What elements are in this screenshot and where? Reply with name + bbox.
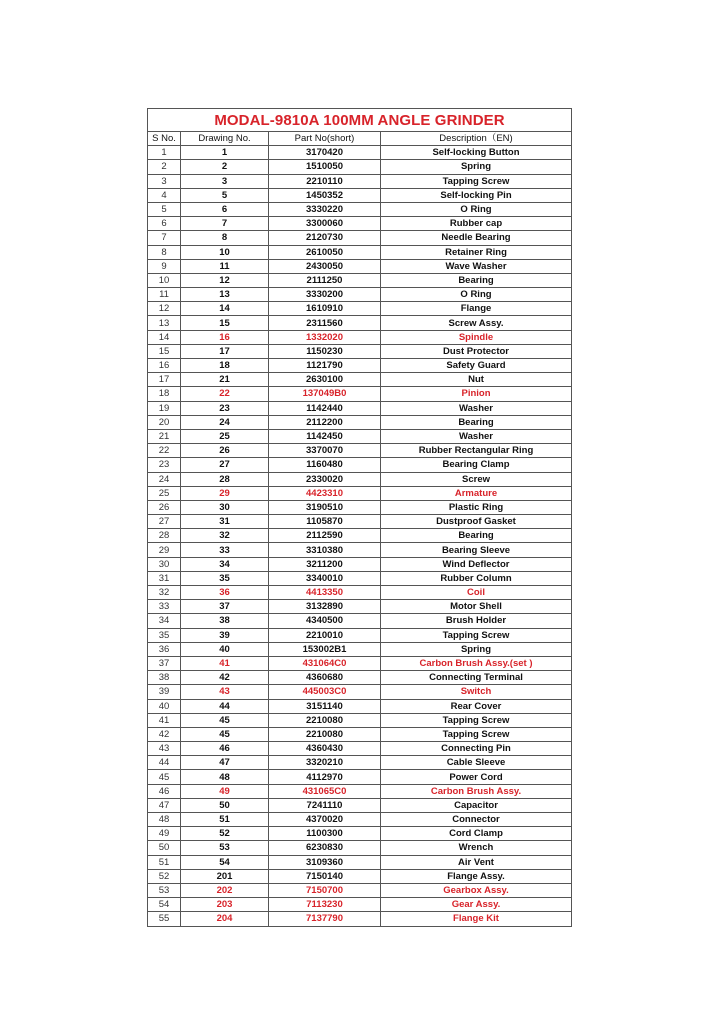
description-cell: O Ring <box>381 202 572 216</box>
s-no-cell: 33 <box>148 600 181 614</box>
part-no-cell: 3310380 <box>269 543 381 557</box>
s-no-cell: 38 <box>148 671 181 685</box>
table-row <box>148 359 572 373</box>
part-no-cell: 7113230 <box>269 898 381 912</box>
table-row <box>148 373 572 387</box>
description-cell: Screw <box>381 472 572 486</box>
table-row <box>148 827 572 841</box>
description-cell: Nut <box>381 373 572 387</box>
s-no-cell: 13 <box>148 316 181 330</box>
part-no-cell: 3370070 <box>269 444 381 458</box>
part-no-cell: 4423310 <box>269 486 381 500</box>
drawing-no-cell: 22 <box>181 387 269 401</box>
table-row <box>148 699 572 713</box>
table-row <box>148 202 572 216</box>
drawing-no-cell: 203 <box>181 898 269 912</box>
header-row <box>148 132 572 146</box>
table-row <box>148 302 572 316</box>
part-no-cell: 2610050 <box>269 245 381 259</box>
table-row <box>148 500 572 514</box>
part-no-cell: 4370020 <box>269 813 381 827</box>
description-cell: Flange Assy. <box>381 869 572 883</box>
drawing-no-cell: 50 <box>181 798 269 812</box>
description-cell: Rubber cap <box>381 217 572 231</box>
part-no-cell: 3320210 <box>269 756 381 770</box>
table-row <box>148 770 572 784</box>
table-body <box>148 146 572 926</box>
table-row <box>148 174 572 188</box>
s-no-cell: 26 <box>148 500 181 514</box>
s-no-cell: 51 <box>148 855 181 869</box>
description-cell: Rear Cover <box>381 699 572 713</box>
s-no-cell: 27 <box>148 515 181 529</box>
drawing-no-cell: 43 <box>181 685 269 699</box>
drawing-no-cell: 204 <box>181 912 269 926</box>
description-cell: Self-locking Button <box>381 146 572 160</box>
drawing-no-cell: 39 <box>181 628 269 642</box>
drawing-no-cell: 202 <box>181 883 269 897</box>
drawing-no-cell: 30 <box>181 500 269 514</box>
s-no-cell: 1 <box>148 146 181 160</box>
description-cell: Screw Assy. <box>381 316 572 330</box>
description-cell: Dustproof Gasket <box>381 515 572 529</box>
description-cell: Rubber Column <box>381 571 572 585</box>
part-no-cell: 2210080 <box>269 727 381 741</box>
table-title: MODAL-9810A 100MM ANGLE GRINDER <box>148 109 572 132</box>
drawing-no-cell: 24 <box>181 415 269 429</box>
description-cell: Self-locking Pin <box>381 188 572 202</box>
description-cell: Power Cord <box>381 770 572 784</box>
drawing-no-cell: 54 <box>181 855 269 869</box>
description-cell: Switch <box>381 685 572 699</box>
table-row <box>148 401 572 415</box>
part-no-cell: 3211200 <box>269 557 381 571</box>
drawing-no-cell: 37 <box>181 600 269 614</box>
table-row <box>148 912 572 926</box>
table-row <box>148 869 572 883</box>
description-cell: Flange Kit <box>381 912 572 926</box>
s-no-cell: 43 <box>148 742 181 756</box>
table-row <box>148 671 572 685</box>
table-row <box>148 486 572 500</box>
table-row <box>148 472 572 486</box>
part-no-cell: 431064C0 <box>269 656 381 670</box>
description-cell: Connecting Terminal <box>381 671 572 685</box>
table-row <box>148 841 572 855</box>
table-row <box>148 444 572 458</box>
part-no-cell: 137049B0 <box>269 387 381 401</box>
description-cell: Washer <box>381 401 572 415</box>
table-row <box>148 628 572 642</box>
drawing-no-cell: 47 <box>181 756 269 770</box>
s-no-cell: 45 <box>148 770 181 784</box>
s-no-cell: 9 <box>148 259 181 273</box>
part-no-cell: 4112970 <box>269 770 381 784</box>
table-row <box>148 586 572 600</box>
s-no-cell: 44 <box>148 756 181 770</box>
part-no-cell: 1450352 <box>269 188 381 202</box>
drawing-no-cell: 40 <box>181 642 269 656</box>
table-row <box>148 600 572 614</box>
part-no-cell: 3330220 <box>269 202 381 216</box>
table-row <box>148 543 572 557</box>
description-cell: Air Vent <box>381 855 572 869</box>
s-no-cell: 8 <box>148 245 181 259</box>
drawing-no-cell: 28 <box>181 472 269 486</box>
table-row <box>148 713 572 727</box>
s-no-cell: 30 <box>148 557 181 571</box>
s-no-cell: 23 <box>148 458 181 472</box>
s-no-cell: 10 <box>148 273 181 287</box>
description-cell: Capacitor <box>381 798 572 812</box>
part-no-cell: 7150700 <box>269 883 381 897</box>
table-row <box>148 742 572 756</box>
table-row <box>148 642 572 656</box>
header-part-no: Part No(short) <box>269 132 381 146</box>
table-row <box>148 344 572 358</box>
table-row <box>148 316 572 330</box>
s-no-cell: 14 <box>148 330 181 344</box>
table-row <box>148 883 572 897</box>
table-row <box>148 571 572 585</box>
description-cell: Bearing <box>381 273 572 287</box>
s-no-cell: 18 <box>148 387 181 401</box>
description-cell: Coil <box>381 586 572 600</box>
part-no-cell: 4360430 <box>269 742 381 756</box>
drawing-no-cell: 33 <box>181 543 269 557</box>
drawing-no-cell: 36 <box>181 586 269 600</box>
part-no-cell: 1142450 <box>269 429 381 443</box>
s-no-cell: 42 <box>148 727 181 741</box>
table-row <box>148 855 572 869</box>
description-cell: Needle Bearing <box>381 231 572 245</box>
s-no-cell: 17 <box>148 373 181 387</box>
drawing-no-cell: 10 <box>181 245 269 259</box>
description-cell: Bearing Clamp <box>381 458 572 472</box>
description-cell: Safety Guard <box>381 359 572 373</box>
description-cell: Retainer Ring <box>381 245 572 259</box>
part-no-cell: 431065C0 <box>269 784 381 798</box>
s-no-cell: 52 <box>148 869 181 883</box>
table-row <box>148 387 572 401</box>
drawing-no-cell: 15 <box>181 316 269 330</box>
s-no-cell: 20 <box>148 415 181 429</box>
description-cell: Spring <box>381 642 572 656</box>
s-no-cell: 16 <box>148 359 181 373</box>
s-no-cell: 54 <box>148 898 181 912</box>
s-no-cell: 2 <box>148 160 181 174</box>
description-cell: Pinion <box>381 387 572 401</box>
table-row <box>148 231 572 245</box>
part-no-cell: 1160480 <box>269 458 381 472</box>
s-no-cell: 21 <box>148 429 181 443</box>
drawing-no-cell: 48 <box>181 770 269 784</box>
description-cell: Tapping Screw <box>381 174 572 188</box>
description-cell: Flange <box>381 302 572 316</box>
part-no-cell: 2112200 <box>269 415 381 429</box>
description-cell: Connector <box>381 813 572 827</box>
description-cell: Cord Clamp <box>381 827 572 841</box>
part-no-cell: 2430050 <box>269 259 381 273</box>
description-cell: Spring <box>381 160 572 174</box>
drawing-no-cell: 21 <box>181 373 269 387</box>
part-no-cell: 1142440 <box>269 401 381 415</box>
description-cell: Bearing Sleeve <box>381 543 572 557</box>
drawing-no-cell: 18 <box>181 359 269 373</box>
part-no-cell: 2311560 <box>269 316 381 330</box>
description-cell: Armature <box>381 486 572 500</box>
s-no-cell: 50 <box>148 841 181 855</box>
part-no-cell: 2111250 <box>269 273 381 287</box>
part-no-cell: 2210010 <box>269 628 381 642</box>
s-no-cell: 29 <box>148 543 181 557</box>
part-no-cell: 3340010 <box>269 571 381 585</box>
drawing-no-cell: 17 <box>181 344 269 358</box>
drawing-no-cell: 51 <box>181 813 269 827</box>
s-no-cell: 15 <box>148 344 181 358</box>
drawing-no-cell: 14 <box>181 302 269 316</box>
part-no-cell: 2330020 <box>269 472 381 486</box>
description-cell: Wrench <box>381 841 572 855</box>
table-row <box>148 813 572 827</box>
table-row <box>148 727 572 741</box>
table-row <box>148 188 572 202</box>
s-no-cell: 3 <box>148 174 181 188</box>
part-no-cell: 2630100 <box>269 373 381 387</box>
table-row <box>148 245 572 259</box>
description-cell: Rubber Rectangular Ring <box>381 444 572 458</box>
s-no-cell: 5 <box>148 202 181 216</box>
part-no-cell: 6230830 <box>269 841 381 855</box>
s-no-cell: 22 <box>148 444 181 458</box>
drawing-no-cell: 23 <box>181 401 269 415</box>
description-cell: Bearing <box>381 529 572 543</box>
drawing-no-cell: 41 <box>181 656 269 670</box>
table-row <box>148 529 572 543</box>
drawing-no-cell: 29 <box>181 486 269 500</box>
part-no-cell: 1105870 <box>269 515 381 529</box>
drawing-no-cell: 25 <box>181 429 269 443</box>
description-cell: Gear Assy. <box>381 898 572 912</box>
s-no-cell: 55 <box>148 912 181 926</box>
title-row <box>148 109 572 132</box>
drawing-no-cell: 6 <box>181 202 269 216</box>
table-row <box>148 515 572 529</box>
drawing-no-cell: 16 <box>181 330 269 344</box>
description-cell: Motor Shell <box>381 600 572 614</box>
part-no-cell: 7137790 <box>269 912 381 926</box>
s-no-cell: 4 <box>148 188 181 202</box>
s-no-cell: 24 <box>148 472 181 486</box>
description-cell: Dust Protector <box>381 344 572 358</box>
s-no-cell: 37 <box>148 656 181 670</box>
description-cell: Tapping Screw <box>381 628 572 642</box>
s-no-cell: 47 <box>148 798 181 812</box>
table-row <box>148 160 572 174</box>
part-no-cell: 3151140 <box>269 699 381 713</box>
s-no-cell: 7 <box>148 231 181 245</box>
drawing-no-cell: 53 <box>181 841 269 855</box>
s-no-cell: 49 <box>148 827 181 841</box>
part-no-cell: 1332020 <box>269 330 381 344</box>
s-no-cell: 53 <box>148 883 181 897</box>
parts-list-table <box>147 108 572 927</box>
part-no-cell: 3330200 <box>269 288 381 302</box>
table-row <box>148 146 572 160</box>
drawing-no-cell: 32 <box>181 529 269 543</box>
table-row <box>148 685 572 699</box>
part-no-cell: 4340500 <box>269 614 381 628</box>
s-no-cell: 25 <box>148 486 181 500</box>
table-row <box>148 656 572 670</box>
description-cell: Wave Washer <box>381 259 572 273</box>
drawing-no-cell: 46 <box>181 742 269 756</box>
table-row <box>148 898 572 912</box>
drawing-no-cell: 35 <box>181 571 269 585</box>
drawing-no-cell: 45 <box>181 713 269 727</box>
part-no-cell: 445003C0 <box>269 685 381 699</box>
drawing-no-cell: 1 <box>181 146 269 160</box>
s-no-cell: 31 <box>148 571 181 585</box>
s-no-cell: 41 <box>148 713 181 727</box>
part-no-cell: 2112590 <box>269 529 381 543</box>
drawing-no-cell: 11 <box>181 259 269 273</box>
header-description: Description（EN) <box>381 132 572 146</box>
part-no-cell: 1510050 <box>269 160 381 174</box>
part-no-cell: 1121790 <box>269 359 381 373</box>
part-no-cell: 2210080 <box>269 713 381 727</box>
description-cell: Connecting Pin <box>381 742 572 756</box>
part-no-cell: 1610910 <box>269 302 381 316</box>
drawing-no-cell: 3 <box>181 174 269 188</box>
s-no-cell: 40 <box>148 699 181 713</box>
table-row <box>148 756 572 770</box>
drawing-no-cell: 2 <box>181 160 269 174</box>
s-no-cell: 46 <box>148 784 181 798</box>
table-row <box>148 273 572 287</box>
drawing-no-cell: 49 <box>181 784 269 798</box>
description-cell: Washer <box>381 429 572 443</box>
drawing-no-cell: 12 <box>181 273 269 287</box>
part-no-cell: 7150140 <box>269 869 381 883</box>
part-no-cell: 2120730 <box>269 231 381 245</box>
table-row <box>148 217 572 231</box>
part-no-cell: 4413350 <box>269 586 381 600</box>
drawing-no-cell: 8 <box>181 231 269 245</box>
table-row <box>148 415 572 429</box>
s-no-cell: 39 <box>148 685 181 699</box>
part-no-cell: 3190510 <box>269 500 381 514</box>
s-no-cell: 28 <box>148 529 181 543</box>
s-no-cell: 32 <box>148 586 181 600</box>
drawing-no-cell: 26 <box>181 444 269 458</box>
s-no-cell: 11 <box>148 288 181 302</box>
part-no-cell: 3109360 <box>269 855 381 869</box>
s-no-cell: 6 <box>148 217 181 231</box>
drawing-no-cell: 42 <box>181 671 269 685</box>
s-no-cell: 36 <box>148 642 181 656</box>
table-row <box>148 429 572 443</box>
header-s-no: S No. <box>148 132 181 146</box>
drawing-no-cell: 27 <box>181 458 269 472</box>
part-no-cell: 2210110 <box>269 174 381 188</box>
part-no-cell: 3300060 <box>269 217 381 231</box>
description-cell: Spindle <box>381 330 572 344</box>
s-no-cell: 34 <box>148 614 181 628</box>
table-row <box>148 784 572 798</box>
part-no-cell: 7241110 <box>269 798 381 812</box>
drawing-no-cell: 52 <box>181 827 269 841</box>
drawing-no-cell: 34 <box>181 557 269 571</box>
description-cell: Brush Holder <box>381 614 572 628</box>
drawing-no-cell: 45 <box>181 727 269 741</box>
part-no-cell: 1100300 <box>269 827 381 841</box>
drawing-no-cell: 38 <box>181 614 269 628</box>
description-cell: Carbon Brush Assy. <box>381 784 572 798</box>
drawing-no-cell: 201 <box>181 869 269 883</box>
table-row <box>148 330 572 344</box>
description-cell: Tapping Screw <box>381 727 572 741</box>
s-no-cell: 48 <box>148 813 181 827</box>
description-cell: Plastic Ring <box>381 500 572 514</box>
description-cell: Cable Sleeve <box>381 756 572 770</box>
table-row <box>148 614 572 628</box>
s-no-cell: 12 <box>148 302 181 316</box>
description-cell: O Ring <box>381 288 572 302</box>
drawing-no-cell: 7 <box>181 217 269 231</box>
part-no-cell: 1150230 <box>269 344 381 358</box>
drawing-no-cell: 44 <box>181 699 269 713</box>
part-no-cell: 153002B1 <box>269 642 381 656</box>
s-no-cell: 35 <box>148 628 181 642</box>
drawing-no-cell: 13 <box>181 288 269 302</box>
description-cell: Bearing <box>381 415 572 429</box>
table-row <box>148 557 572 571</box>
s-no-cell: 19 <box>148 401 181 415</box>
table-row <box>148 458 572 472</box>
part-no-cell: 4360680 <box>269 671 381 685</box>
drawing-no-cell: 5 <box>181 188 269 202</box>
part-no-cell: 3132890 <box>269 600 381 614</box>
description-cell: Wind Deflector <box>381 557 572 571</box>
table-row <box>148 259 572 273</box>
header-drawing-no: Drawing No. <box>181 132 269 146</box>
description-cell: Gearbox Assy. <box>381 883 572 897</box>
table-row <box>148 798 572 812</box>
part-no-cell: 3170420 <box>269 146 381 160</box>
drawing-no-cell: 31 <box>181 515 269 529</box>
description-cell: Carbon Brush Assy.(set ) <box>381 656 572 670</box>
description-cell: Tapping Screw <box>381 713 572 727</box>
table-row <box>148 288 572 302</box>
